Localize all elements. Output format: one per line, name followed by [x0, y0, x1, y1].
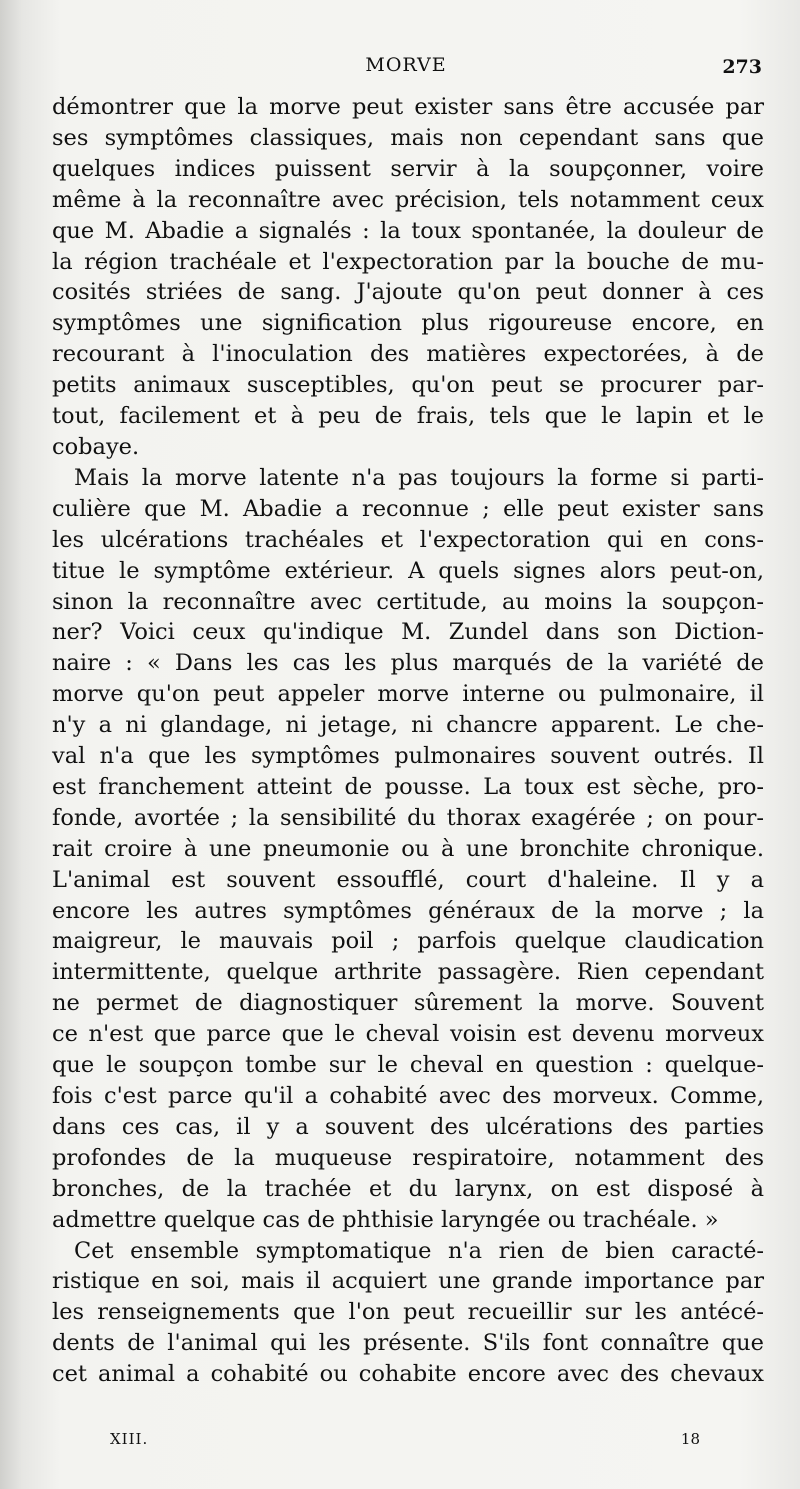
text-line: intermittente, quelque arthrite passagère. Rien cependant [52, 959, 764, 986]
text-line: admettre quelque cas de phthisie laryngée ou trachéale. » [52, 1206, 719, 1233]
text-line: même à la reconnaître avec précision, tels notamment ceux [52, 186, 764, 213]
text-line: que M. Abadie a signalés : la toux spontanée, la douleur de [52, 217, 764, 244]
text-line: culière que M. Abadie a reconnue ; elle peut exister sans [52, 495, 764, 522]
text-line: tout, facilement et à peu de frais, tels que le lapin et le [52, 403, 764, 430]
text-line: dans ces cas, il y a souvent des ulcérations des parties [52, 1113, 764, 1140]
text-line: ses symptômes classiques, mais non cependant sans que [52, 124, 764, 151]
text-line: encore les autres symptômes généraux de la morve ; la [52, 897, 764, 924]
sheet-number: 18 [680, 1430, 700, 1448]
text-line: Mais la morve latente n'a pas toujours la forme si parti- [74, 464, 764, 491]
text-line: ne permet de diagnostiquer sûrement la morve. Souvent [52, 990, 764, 1017]
paragraph-2 [52, 463, 764, 1236]
text-line: que le soupçon tombe sur le cheval en question : quelque- [52, 1052, 764, 1079]
text-line: fois c'est parce qu'il a cohabité avec des morveux. Comme, [52, 1083, 764, 1109]
text-line: cet animal a cohabité ou cohabite encore avec des chevaux [52, 1361, 764, 1388]
text-line: cosités striées de sang. J'ajoute qu'on peut donner à ces [52, 279, 764, 306]
text-line: démontrer que la morve peut exister sans être accusée par [52, 94, 764, 120]
text-line: maigreur, le mauvais poil ; parfois quelque claudication [52, 928, 764, 955]
text-line: val n'a que les symptômes pulmonaires souvent outrés. Il [52, 743, 764, 770]
text-line: sinon la reconnaître avec certitude, au moins la soupçon- [52, 588, 764, 615]
page-header [50, 52, 762, 84]
text-line: cobaye. [52, 433, 140, 460]
text-line: n'y a ni glandage, ni jetage, ni chancre apparent. Le che- [52, 712, 764, 739]
body-text [52, 92, 764, 1390]
text-line: petits animaux susceptibles, qu'on peut se procurer par- [52, 372, 764, 399]
text-line: est franchement atteint de pousse. La toux est sèche, pro- [52, 773, 764, 800]
text-line: dents de l'animal qui les présente. S'ils font connaître que [52, 1330, 764, 1357]
text-line: profondes de la muqueuse respiratoire, notamment des [52, 1144, 764, 1171]
text-line: recourant à l'inoculation des matières expectorées, à de [52, 341, 764, 368]
text-line: ristique en soi, mais il acquiert une grande importance par [52, 1268, 764, 1295]
page-footer [110, 1430, 700, 1454]
text-line: L'animal est souvent essoufflé, court d'haleine. Il y a [52, 866, 764, 893]
paragraph-3 [52, 1236, 764, 1391]
text-line: symptômes une signification plus rigoureuse encore, en [52, 310, 764, 337]
paragraph-1 [52, 92, 764, 463]
text-line: quelques indices puissent servir à la soupçonner, voire [52, 155, 764, 182]
signature-mark: XIII. [110, 1430, 149, 1448]
text-line: morve qu'on peut appeler morve interne ou pulmonaire, il [52, 681, 764, 708]
text-line: naire : « Dans les cas les plus marqués de la variété de [52, 650, 764, 677]
page-number: 273 [722, 56, 762, 78]
text-line: la région trachéale et l'expectoration par la bouche de mu- [52, 248, 764, 275]
text-line: fonde, avortée ; la sensibilité du thorax exagérée ; on pour- [52, 804, 764, 831]
text-line: les renseignements que l'on peut recueillir sur les antécé- [52, 1299, 764, 1326]
text-line: ner? Voici ceux qu'indique M. Zundel dans son Diction- [52, 619, 764, 646]
text-line: bronches, de la trachée et du larynx, on est disposé à [52, 1175, 764, 1202]
text-line: titue le symptôme extérieur. A quels signes alors peut-on, [52, 557, 764, 584]
text-line: les ulcérations trachéales et l'expectoration qui en cons- [52, 526, 764, 553]
text-line: rait croire à une pneumonie ou à une bronchite chronique. [52, 835, 764, 862]
text-line: Cet ensemble symptomatique n'a rien de bien caracté- [74, 1237, 764, 1264]
text-line: ce n'est que parce que le cheval voisin est devenu morveux [52, 1021, 764, 1048]
running-title: MORVE [365, 54, 447, 76]
